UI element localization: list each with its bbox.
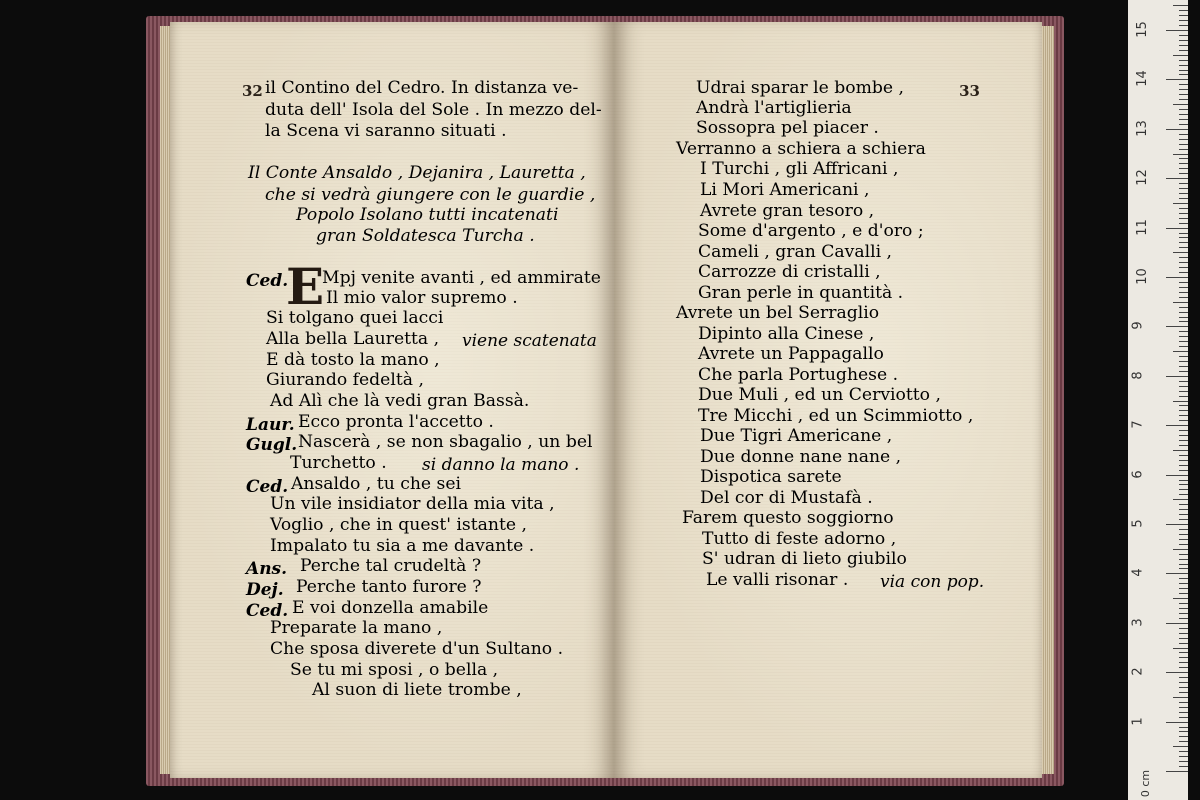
ruler-tick <box>1179 35 1188 36</box>
ruler-tick <box>1179 430 1188 431</box>
ruler-tick <box>1179 731 1188 732</box>
speaker-label: Ced. <box>246 271 289 291</box>
text-line: Dispotica sarete <box>700 467 842 487</box>
ruler-tick <box>1179 208 1188 209</box>
speaker-label: Ced. <box>246 477 289 497</box>
text-line: Popolo Isolano tutti incatenati <box>296 205 559 225</box>
ruler-tick <box>1166 475 1188 476</box>
text-line: E dà tosto la mano , <box>266 350 440 370</box>
ruler-tick <box>1179 687 1188 688</box>
text-line: Due donne nane nane , <box>700 447 902 467</box>
ruler-tick <box>1173 648 1188 649</box>
ruler-tick <box>1179 539 1188 540</box>
ruler-tick <box>1179 559 1188 560</box>
ruler-tick <box>1179 440 1188 441</box>
ruler-tick <box>1179 356 1188 357</box>
ruler-tick <box>1179 608 1188 609</box>
ruler-tick <box>1166 178 1188 179</box>
ruler-tick <box>1179 544 1188 545</box>
measurement-ruler <box>1128 0 1188 800</box>
text-line: I Turchi , gli Affricani , <box>700 159 899 179</box>
ruler-number: 14 <box>1134 70 1150 88</box>
ruler-tick <box>1179 139 1188 140</box>
ruler-tick <box>1166 228 1188 229</box>
ruler-tick <box>1179 242 1188 243</box>
text-line: Avrete gran tesoro , <box>700 201 875 221</box>
text-line: Carrozze di cristalli , <box>698 262 881 282</box>
stage-direction: si danno la mano . <box>422 455 580 475</box>
ruler-number: 4 <box>1130 568 1146 578</box>
ruler-tick <box>1179 282 1188 283</box>
ruler-tick <box>1179 247 1188 248</box>
ruler-tick <box>1179 578 1188 579</box>
ruler-tick <box>1179 366 1188 367</box>
speaker-label: Ans. <box>246 559 288 579</box>
text-line: Verranno a schiera a schiera <box>676 139 926 159</box>
ruler-tick <box>1179 761 1188 762</box>
ruler-tick <box>1179 262 1188 263</box>
ruler-tick <box>1179 613 1188 614</box>
ruler-tick <box>1179 445 1188 446</box>
ruler-tick <box>1173 499 1188 500</box>
text-line: Un vile insidiator della mia vita , <box>270 494 555 514</box>
ruler-tick <box>1179 119 1188 120</box>
ruler-tick <box>1179 470 1188 471</box>
ruler-tick <box>1179 603 1188 604</box>
ruler-tick <box>1179 702 1188 703</box>
ruler-tick <box>1166 573 1188 574</box>
ruler-number: 9 <box>1130 321 1146 331</box>
text-line: Udrai sparar le bombe , <box>696 78 905 98</box>
text-line: Due Muli , ed un Cerviotto , <box>698 385 941 405</box>
page-edges-right <box>1040 26 1054 774</box>
ruler-tick <box>1166 771 1188 772</box>
ruler-tick <box>1179 124 1188 125</box>
ruler-number: 15 <box>1134 21 1150 38</box>
ruler-tick <box>1179 237 1188 238</box>
text-line: che si vedrà giungere con le guardie , <box>265 185 596 205</box>
text-line: Cameli , gran Cavalli , <box>698 242 893 262</box>
ruler-tick <box>1179 40 1188 41</box>
stage-direction: via con pop. <box>880 572 985 592</box>
ruler-tick <box>1179 484 1188 485</box>
ruler-tick <box>1179 633 1188 634</box>
ruler-tick <box>1166 722 1188 723</box>
ruler-tick <box>1179 183 1188 184</box>
ruler-tick <box>1179 682 1188 683</box>
ruler-tick <box>1166 326 1188 327</box>
text-line: E voi donzella amabile <box>292 598 489 618</box>
ruler-tick <box>1166 425 1188 426</box>
ruler-tick <box>1179 287 1188 288</box>
text-line: Il Conte Ansaldo , Dejanira , Lauretta , <box>248 163 586 183</box>
text-line: Farem questo soggiorno <box>682 508 894 528</box>
ruler-tick <box>1179 652 1188 653</box>
ruler-tick <box>1179 20 1188 21</box>
ruler-tick <box>1179 15 1188 16</box>
ruler-number: 12 <box>1134 169 1150 186</box>
ruler-tick <box>1179 736 1188 737</box>
ruler-tick <box>1179 628 1188 629</box>
text-line: Al suon di liete trombe , <box>312 680 522 700</box>
stage-direction: viene scatenata <box>462 331 597 351</box>
text-line: Some d'argento , e d'oro ; <box>698 221 924 241</box>
ruler-tick <box>1173 351 1188 352</box>
ruler-tick <box>1173 5 1188 6</box>
ruler-unit-label: 0 cm <box>1139 769 1153 798</box>
ruler-tick <box>1179 643 1188 644</box>
text-line: gran Soldatesca Turcha . <box>316 226 535 246</box>
ruler-tick <box>1179 727 1188 728</box>
ruler-tick <box>1179 583 1188 584</box>
text-line: Giurando fedeltà , <box>266 370 424 390</box>
ruler-tick <box>1179 568 1188 569</box>
ruler-tick <box>1179 712 1188 713</box>
ruler-tick <box>1173 401 1188 402</box>
text-line: Perche tal crudeltà ? <box>300 556 482 576</box>
ruler-tick <box>1166 672 1188 673</box>
ruler-tick <box>1179 509 1188 510</box>
ruler-tick <box>1179 331 1188 332</box>
ruler-tick <box>1179 618 1188 619</box>
ruler-tick <box>1179 341 1188 342</box>
ruler-tick <box>1179 415 1188 416</box>
ruler-tick <box>1179 233 1188 234</box>
ruler-tick <box>1179 134 1188 135</box>
text-line: Due Tigri Americane , <box>700 426 893 446</box>
ruler-tick <box>1179 381 1188 382</box>
speaker-label: Dej. <box>246 580 284 600</box>
ruler-tick <box>1179 460 1188 461</box>
ruler-tick <box>1179 489 1188 490</box>
text-line: Ansaldo , tu che sei <box>291 474 462 494</box>
ruler-tick <box>1179 504 1188 505</box>
ruler-tick <box>1179 50 1188 51</box>
ruler-tick <box>1179 564 1188 565</box>
text-line: Avrete un bel Serraglio <box>676 303 880 323</box>
ruler-tick <box>1179 198 1188 199</box>
ruler-tick <box>1179 312 1188 313</box>
ruler-number: 5 <box>1130 519 1146 528</box>
text-line: Turchetto . <box>290 453 387 473</box>
ruler-tick <box>1179 554 1188 555</box>
ruler-tick <box>1179 213 1188 214</box>
text-line: S' udran di lieto giubilo <box>702 549 907 569</box>
ruler-tick <box>1179 494 1188 495</box>
speaker-label: Laur. <box>246 415 295 435</box>
ruler-tick <box>1173 154 1188 155</box>
ruler-tick <box>1179 391 1188 392</box>
ruler-tick <box>1179 163 1188 164</box>
ruler-tick <box>1179 371 1188 372</box>
page-number: 33 <box>959 82 980 100</box>
ruler-tick <box>1179 519 1188 520</box>
text-line: Che parla Portughese . <box>698 365 899 385</box>
ruler-tick <box>1179 692 1188 693</box>
ruler-tick <box>1179 223 1188 224</box>
ruler-tick <box>1173 697 1188 698</box>
ruler-tick <box>1179 267 1188 268</box>
text-line: Perche tanto furore ? <box>296 577 482 597</box>
text-line: Sossopra pel piacer . <box>696 118 879 138</box>
ruler-tick <box>1179 70 1188 71</box>
ruler-tick <box>1166 277 1188 278</box>
text-line: Voglio , che in quest' istante , <box>270 515 527 535</box>
ruler-tick <box>1179 346 1188 347</box>
text-line: Del cor di Mustafà . <box>700 488 873 508</box>
ruler-tick <box>1179 193 1188 194</box>
ruler-tick <box>1179 149 1188 150</box>
text-line: Ad Alì che là vedi gran Bassà. <box>270 391 530 411</box>
ruler-tick <box>1179 74 1188 75</box>
text-line: Il mio valor supremo . <box>326 288 518 308</box>
ruler-tick <box>1166 30 1188 31</box>
text-line: il Contino del Cedro. In distanza ve- <box>265 78 579 98</box>
text-line: Nascerà , se non sbagalio , un bel <box>298 432 593 452</box>
ruler-tick <box>1179 84 1188 85</box>
ruler-tick <box>1166 79 1188 80</box>
ruler-tick <box>1179 109 1188 110</box>
ruler-tick <box>1179 588 1188 589</box>
ruler-tick <box>1179 168 1188 169</box>
ruler-tick <box>1179 529 1188 530</box>
ruler-tick <box>1179 677 1188 678</box>
text-line: Che sposa diverete d'un Sultano . <box>270 639 564 659</box>
text-line: Avrete un Pappagallo <box>698 344 884 364</box>
ruler-tick <box>1179 188 1188 189</box>
ruler-number: 11 <box>1134 218 1150 236</box>
ruler-tick <box>1173 104 1188 105</box>
ruler-tick <box>1166 623 1188 624</box>
ruler-tick <box>1179 297 1188 298</box>
text-line: Tre Micchi , ed un Scimmiotto , <box>698 406 974 426</box>
ruler-tick <box>1179 534 1188 535</box>
ruler-tick <box>1179 144 1188 145</box>
ruler-tick <box>1179 99 1188 100</box>
ruler-tick <box>1179 25 1188 26</box>
ruler-tick <box>1179 336 1188 337</box>
ruler-number: 2 <box>1130 667 1146 676</box>
page-number: 32 <box>242 82 263 100</box>
ruler-tick <box>1179 405 1188 406</box>
text-line: Alla bella Lauretta , <box>266 329 440 349</box>
ruler-tick <box>1179 514 1188 515</box>
ruler-tick <box>1179 317 1188 318</box>
ruler-tick <box>1179 420 1188 421</box>
ruler-number: 3 <box>1130 618 1146 627</box>
ruler-tick <box>1179 756 1188 757</box>
ruler-tick <box>1179 717 1188 718</box>
ruler-tick <box>1179 751 1188 752</box>
ruler-tick <box>1173 746 1188 747</box>
ruler-tick <box>1179 361 1188 362</box>
ruler-tick <box>1179 638 1188 639</box>
ruler-tick <box>1179 435 1188 436</box>
text-line: Mpj venite avanti , ed ammirate <box>322 268 601 288</box>
ruler-tick <box>1179 662 1188 663</box>
ruler-tick <box>1179 766 1188 767</box>
ruler-number: 7 <box>1130 420 1146 429</box>
speaker-label: Ced. <box>246 601 289 621</box>
ruler-number: 6 <box>1130 469 1146 479</box>
ruler-tick <box>1179 45 1188 46</box>
ruler-tick <box>1179 386 1188 387</box>
ruler-tick <box>1179 593 1188 594</box>
ruler-tick <box>1166 376 1188 377</box>
ruler-tick <box>1173 302 1188 303</box>
text-line: Li Mori Americani , <box>700 180 870 200</box>
ruler-tick <box>1179 396 1188 397</box>
ruler-tick <box>1179 10 1188 11</box>
text-line: la Scena vi saranno situati . <box>265 121 507 141</box>
ruler-tick <box>1179 321 1188 322</box>
ruler-tick <box>1179 60 1188 61</box>
text-line: Impalato tu sia a me davante . <box>270 536 535 556</box>
ruler-tick <box>1179 465 1188 466</box>
ruler-tick <box>1179 65 1188 66</box>
ruler-tick <box>1179 114 1188 115</box>
ruler-tick <box>1173 598 1188 599</box>
ruler-tick <box>1179 741 1188 742</box>
text-line: Se tu mi sposi , o bella , <box>290 660 499 680</box>
ruler-tick <box>1179 707 1188 708</box>
text-line: duta dell' Isola del Sole . In mezzo del- <box>265 100 602 120</box>
speaker-label: Gugl. <box>246 435 298 455</box>
text-line: Preparate la mano , <box>270 618 443 638</box>
text-line: Andrà l'artiglieria <box>696 98 852 118</box>
ruler-tick <box>1179 158 1188 159</box>
ruler-tick <box>1179 667 1188 668</box>
drop-cap: E <box>286 257 325 316</box>
ruler-tick <box>1179 657 1188 658</box>
text-line: Tutto di feste adorno , <box>702 529 897 549</box>
ruler-number: 1 <box>1130 716 1146 726</box>
ruler-number: 10 <box>1134 268 1150 285</box>
ruler-number: 13 <box>1134 120 1150 137</box>
ruler-tick <box>1166 129 1188 130</box>
ruler-tick <box>1179 410 1188 411</box>
ruler-tick <box>1173 450 1188 451</box>
text-line: Dipinto alla Cinese , <box>698 324 875 344</box>
text-line: Gran perle in quantità . <box>698 283 904 303</box>
text-line: Ecco pronta l'accetto . <box>298 412 494 432</box>
ruler-number: 8 <box>1130 371 1146 380</box>
ruler-tick <box>1179 257 1188 258</box>
ruler-tick <box>1173 55 1188 56</box>
ruler-tick <box>1173 203 1188 204</box>
ruler-tick <box>1179 89 1188 90</box>
text-line: Le valli risonar . <box>706 570 849 590</box>
ruler-tick <box>1173 549 1188 550</box>
ruler-tick <box>1179 307 1188 308</box>
ruler-tick <box>1179 173 1188 174</box>
ruler-tick <box>1179 272 1188 273</box>
ruler-tick <box>1179 218 1188 219</box>
ruler-tick <box>1173 252 1188 253</box>
ruler-tick <box>1166 524 1188 525</box>
ruler-tick <box>1179 455 1188 456</box>
ruler-tick <box>1179 94 1188 95</box>
text-line: Si tolgano quei lacci <box>266 308 444 328</box>
ruler-tick <box>1179 292 1188 293</box>
ruler-tick <box>1179 480 1188 481</box>
